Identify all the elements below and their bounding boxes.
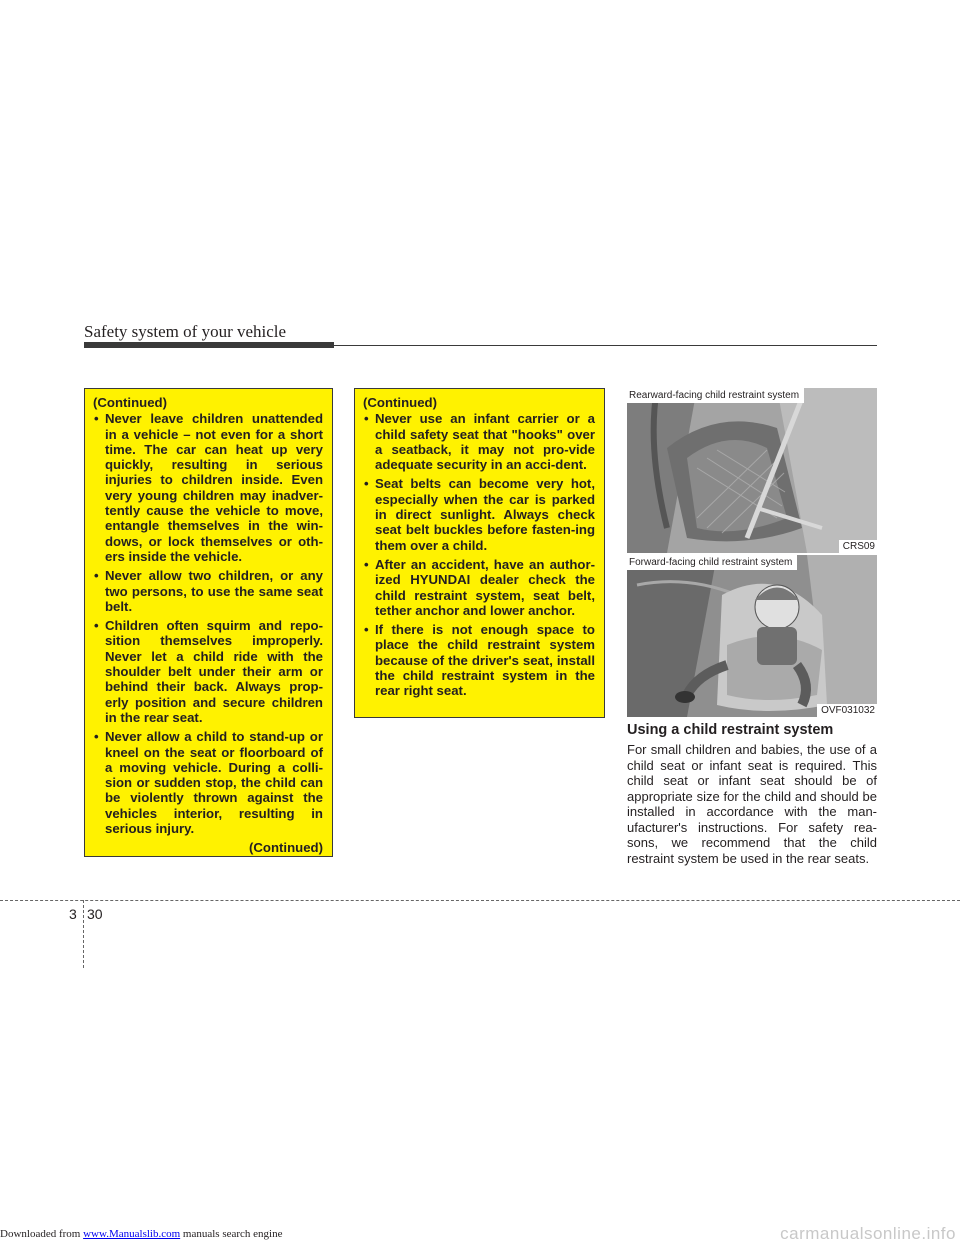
manualslib-link[interactable]: www.Manualslib.com <box>83 1228 181 1240</box>
using-body: For small children and babies, the use of a child seat or infant seat is required. This child seat or infant seat should be of appropriate size for the child and should be installed in accordance with the man-ufacturer's instructions. For safety rea-sons, we recommend that the child restraint system be used in the rear seats. <box>627 742 877 866</box>
using-title: Using a child restraint system <box>627 722 834 738</box>
rearward-seat-illustration <box>627 388 877 553</box>
warning-box-1 <box>84 388 333 857</box>
continued-label: (Continued) <box>249 840 323 856</box>
footer-suffix: manuals search engine <box>180 1228 283 1240</box>
page-number: 30 <box>87 906 103 922</box>
header-rule <box>334 345 877 346</box>
warning-list-2 <box>363 411 595 698</box>
chapter-number: 3 <box>69 906 77 922</box>
footer-prefix: Downloaded from <box>0 1228 84 1240</box>
warning-item: • Never allow two children, or any two persons, to use the same seat belt. <box>93 568 323 614</box>
download-footer <box>0 1228 282 1240</box>
figure-forward-facing <box>627 555 877 717</box>
section-title: Safety system of your vehicle <box>84 322 287 341</box>
warning-item: • Seat belts can become very hot, especially when the car is parked in direct sunlight. Always check seat belt buckles before fasten-ing them over a child. <box>363 476 595 552</box>
continued-label: (Continued) <box>93 395 167 410</box>
warning-item: • Never leave children unattended in a vehicle – not even for a short time. The car can heat up very quickly, resulting in serious injuries to children inside. Even very young children may inadver-tently cause the vehicle to move, entangle themselves in the win-dows, or lock themselves or oth-ers inside the vehicle. <box>93 411 323 564</box>
warning-item: • Children often squirm and repo-sition themselves improperly. Never let a child ride with the shoulder belt under their arm or behind their back. Always prop-erly position and secure children in the rear seat. <box>93 618 323 725</box>
figure-caption: Rearward-facing child restraint system <box>627 388 804 403</box>
page-divider <box>0 900 960 901</box>
figure-caption: Forward-facing child restraint system <box>627 555 797 570</box>
figure-code: CRS09 <box>839 540 877 553</box>
header-bar <box>84 342 334 348</box>
page-divider-vertical <box>83 900 84 968</box>
warning-item: • After an accident, have an author-ized HYUNDAI dealer check the child restraint system, seat belt, tether anchor and lower anchor. <box>363 557 595 618</box>
warning-item: • Never use an infant carrier or a child safety seat that "hooks" over a seatback, it may not pro-vide adequate security in an acci-dent. <box>363 411 595 472</box>
forward-seat-illustration <box>627 555 877 717</box>
warning-item: • If there is not enough space to place the child restraint system because of the driver's seat, install the child restraint system in the rear right seat. <box>363 622 595 698</box>
warning-box-2 <box>354 388 605 718</box>
figure-rearward-facing <box>627 388 877 553</box>
figure-code: OVF031032 <box>817 704 877 717</box>
warning-list-1 <box>93 411 323 836</box>
warning-item: • Never allow a child to stand-up or kneel on the seat or floorboard of a moving vehicle. During a colli-sion or sudden stop, the child can be violently thrown against the vehicles interior, resulting in serious injury. <box>93 729 323 836</box>
continued-label: (Continued) <box>363 395 437 410</box>
watermark: carmanualsonline.info <box>780 1224 956 1243</box>
